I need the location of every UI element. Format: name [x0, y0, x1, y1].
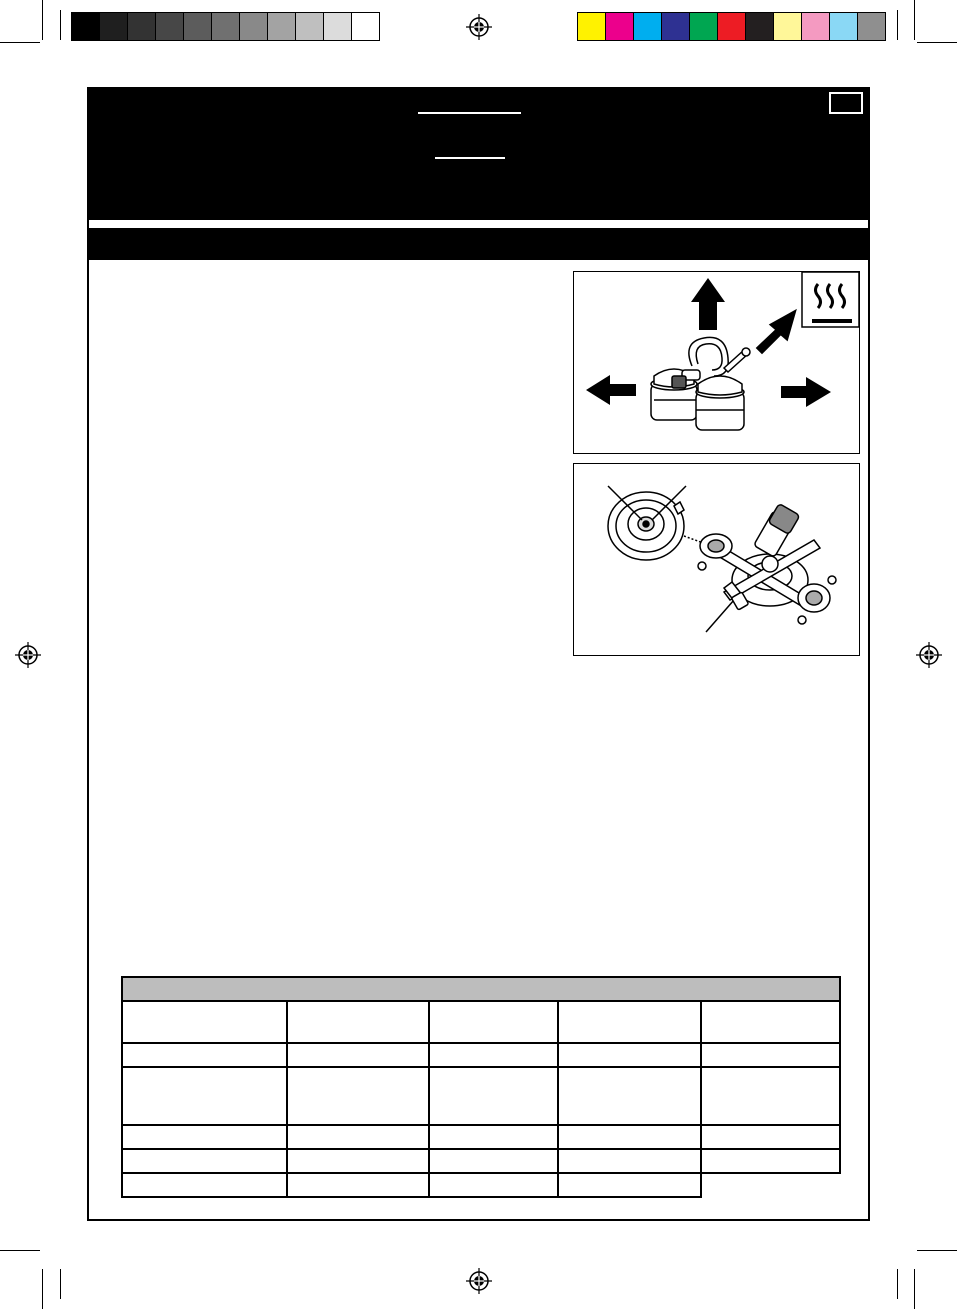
color-swatch — [633, 12, 662, 41]
table-title — [122, 977, 840, 1001]
arrow-right-icon — [781, 377, 831, 407]
language-code-box — [829, 92, 863, 114]
color-swatch — [773, 12, 802, 41]
gray-swatch — [127, 12, 156, 41]
cartridge-valve-detail — [608, 492, 684, 560]
regulator-assembly-figure — [573, 463, 860, 656]
gray-swatch — [323, 12, 352, 41]
color-swatch — [661, 12, 690, 41]
table-row — [122, 1043, 840, 1067]
hot-surface-icon — [802, 272, 859, 327]
registration-mark-right — [916, 642, 942, 668]
color-swatch — [857, 12, 886, 41]
gray-swatch — [351, 12, 380, 41]
gray-swatch — [295, 12, 324, 41]
gas-cartridge-right — [696, 376, 744, 430]
gray-swatch — [267, 12, 296, 41]
arrow-up-icon — [691, 278, 725, 330]
section-bar — [89, 228, 868, 260]
table-row — [122, 1067, 840, 1125]
specification-table — [121, 976, 841, 1198]
table-row — [122, 1173, 840, 1197]
table-row — [122, 1125, 840, 1149]
registration-mark-top — [466, 14, 492, 40]
heat-removal-figure — [573, 271, 860, 454]
color-swatch — [605, 12, 634, 41]
gray-swatch — [155, 12, 184, 41]
table-row — [122, 1001, 840, 1043]
color-swatch — [745, 12, 774, 41]
color-swatch — [829, 12, 858, 41]
gray-swatch — [99, 12, 128, 41]
arrow-left-icon — [586, 375, 636, 405]
title-underline — [418, 112, 521, 114]
gray-swatch — [211, 12, 240, 41]
color-swatch — [577, 12, 606, 41]
page-header — [89, 89, 868, 220]
color-swatch — [689, 12, 718, 41]
gray-swatch — [183, 12, 212, 41]
gray-swatch — [71, 12, 100, 41]
color-swatch — [801, 12, 830, 41]
subtitle-underline — [435, 157, 505, 159]
registration-mark-bottom — [466, 1268, 492, 1294]
table-row — [122, 1149, 840, 1173]
arrow-up-right-icon — [760, 315, 792, 350]
regulator-body — [698, 503, 836, 624]
gray-swatch — [239, 12, 268, 41]
registration-mark-left — [15, 642, 41, 668]
color-swatch — [717, 12, 746, 41]
